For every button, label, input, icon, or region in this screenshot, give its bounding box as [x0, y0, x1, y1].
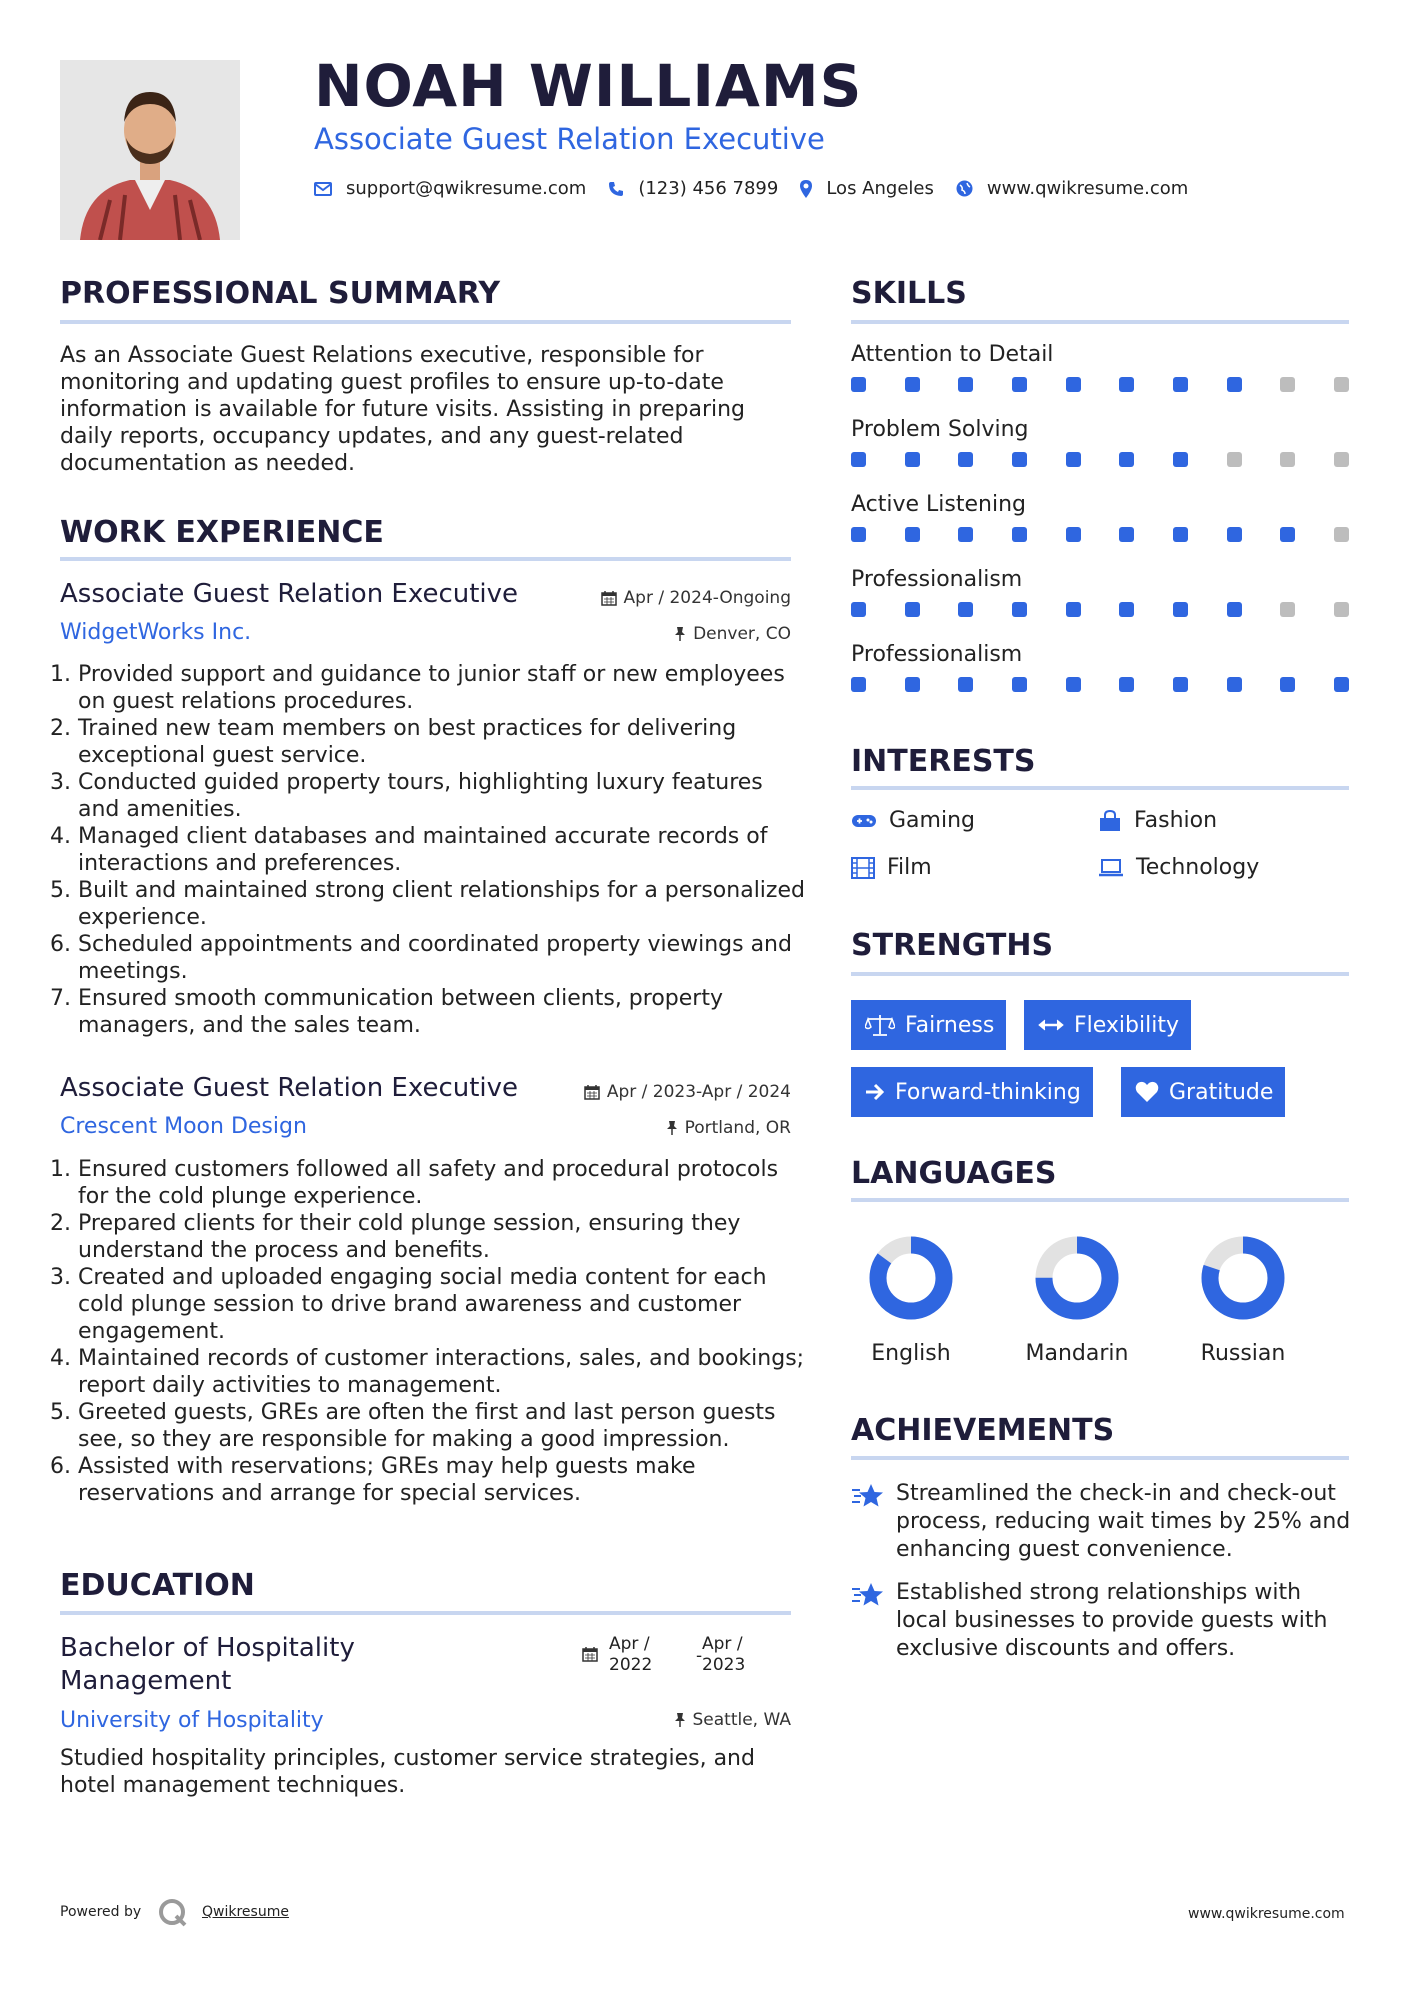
strengths-divider: [851, 972, 1349, 976]
job-bullet: 4. Managed client databases and maintained accurate records of interactions and preferences.: [78, 823, 809, 877]
degree-line-1: Bachelor of Hospitality: [60, 1633, 355, 1663]
skill-name: Attention to Detail: [851, 342, 1054, 367]
job-bullet: 1. Ensured customers followed all safety and procedural protocols for the cold plunge experience.: [78, 1156, 809, 1210]
skill-dot: [1280, 677, 1295, 692]
interests-divider: [851, 786, 1349, 790]
skill-row: [851, 342, 1349, 392]
skill-dot: [1119, 602, 1134, 617]
job-bullet: 5. Built and maintained strong client relationships for a personalized experience.: [78, 877, 809, 931]
skill-dot: [1227, 602, 1242, 617]
heart-icon: [1135, 1081, 1159, 1103]
education-school[interactable]: University of Hospitality: [60, 1708, 324, 1733]
strength-label: Forward-thinking: [895, 1079, 1081, 1105]
skill-dot: [1334, 377, 1349, 392]
skill-dot: [905, 452, 920, 467]
language-name: Mandarin: [1025, 1341, 1129, 1366]
job-bullet: 5. Greeted guests, GREs are often the first and last person guests see, so they are responsible for making a good impression.: [78, 1399, 809, 1453]
contact-email[interactable]: support@qwikresume.com: [346, 178, 587, 199]
job-dates: [520, 588, 791, 608]
skill-dot: [958, 452, 973, 467]
language-name: Russian: [1200, 1341, 1286, 1366]
summary-heading: PROFESSIONAL SUMMARY: [60, 276, 501, 311]
skill-dot: [958, 527, 973, 542]
star-icon: [851, 1482, 885, 1510]
skill-dot: [905, 677, 920, 692]
job-bullet: 3. Conducted guided property tours, highlighting luxury features and amenities.: [78, 769, 809, 823]
strength-forward-thinking: [851, 1067, 1093, 1117]
skill-dot: [1227, 452, 1242, 467]
language-item: [997, 1235, 1157, 1366]
skill-dot: [905, 377, 920, 392]
contact-row: [314, 178, 1210, 199]
phone-icon: [608, 181, 624, 197]
job-dates-text: Apr / 2024-Ongoing: [623, 588, 791, 608]
map-marker-icon: [800, 180, 812, 198]
languages-list: [831, 1235, 1331, 1375]
candidate-title: Associate Guest Relation Executive: [314, 122, 825, 156]
skill-dot: [958, 377, 973, 392]
skills-divider: [851, 320, 1349, 324]
education-location-text: Seattle, WA: [692, 1710, 791, 1730]
skill-dot: [1227, 677, 1242, 692]
languages-divider: [851, 1198, 1349, 1202]
skill-dot: [1280, 527, 1295, 542]
skill-dot: [1173, 527, 1188, 542]
interest-label: Film: [887, 855, 932, 880]
skill-dot: [1334, 602, 1349, 617]
skill-dot: [1012, 527, 1027, 542]
job-bullet-list: [60, 661, 809, 1039]
job-location: [520, 624, 791, 644]
skill-dot: [1173, 677, 1188, 692]
skill-dot: [1119, 377, 1134, 392]
skill-dot: [958, 677, 973, 692]
job-bullet: 6. Scheduled appointments and coordinated property viewings and meetings.: [78, 931, 809, 985]
skill-dot: [1066, 452, 1081, 467]
language-donut: [997, 1235, 1157, 1325]
job-dates-text: Apr / 2023-Apr / 2024: [606, 1082, 791, 1102]
skill-dot: [851, 527, 866, 542]
language-item: [1163, 1235, 1323, 1366]
skill-row: [851, 642, 1349, 692]
job-bullet-list: [60, 1156, 809, 1507]
job-location-text: Denver, CO: [693, 624, 791, 644]
strength-label: Flexibility: [1074, 1012, 1179, 1038]
education-start-date: [609, 1634, 652, 1676]
skill-name: Active Listening: [851, 492, 1027, 517]
footer-powered-by: Powered by: [60, 1904, 142, 1920]
skill-rating: [851, 602, 1349, 617]
job-bullet: 3. Created and uploaded engaging social media content for each cold plunge session to drive brand awareness and customer engagement.: [78, 1264, 809, 1345]
skill-dot: [1173, 377, 1188, 392]
education-date-dash: -: [696, 1646, 703, 1666]
education-heading: EDUCATION: [60, 1568, 255, 1603]
skill-rating: [851, 677, 1349, 692]
interests-heading: INTERESTS: [851, 744, 1036, 779]
job-title: Associate Guest Relation Executive: [60, 579, 519, 609]
job-bullet: 7. Ensured smooth communication between clients, property managers, and the sales team.: [78, 985, 809, 1039]
education-divider: [60, 1611, 791, 1615]
pin-icon: [666, 1120, 678, 1136]
skill-rating: [851, 527, 1349, 542]
skill-dot: [1012, 452, 1027, 467]
film-icon: [851, 857, 875, 879]
skill-dot: [1280, 602, 1295, 617]
skill-dot: [905, 602, 920, 617]
education-start-year: 2022: [609, 1655, 653, 1675]
experience-heading: WORK EXPERIENCE: [60, 515, 384, 550]
balance-scale-icon: [865, 1014, 895, 1036]
skill-row: [851, 492, 1349, 542]
strength-fairness: [851, 1000, 1006, 1050]
language-item: [831, 1235, 991, 1366]
skill-dot: [1334, 452, 1349, 467]
skill-name: Professionalism: [851, 567, 1023, 592]
profile-photo-image: [60, 60, 240, 240]
education-start-month: Apr /: [609, 1634, 650, 1654]
degree-line-2: Management: [60, 1666, 232, 1696]
interest-fashion: [1098, 808, 1217, 833]
achievements-divider: [851, 1456, 1349, 1460]
skill-dot: [958, 602, 973, 617]
job-bullet: 1. Provided support and guidance to junior staff or new employees on guest relations procedures.: [78, 661, 809, 715]
footer-brand-link[interactable]: Qwikresume: [202, 1904, 289, 1920]
achievement-text: Established strong relationships with local businesses to provide guests with exclusive discounts and offers.: [896, 1580, 1328, 1661]
skill-rating: [851, 452, 1349, 467]
strength-label: Fairness: [905, 1012, 995, 1038]
skill-dot: [905, 527, 920, 542]
job-location-text: Portland, OR: [684, 1118, 791, 1138]
education-text: Studied hospitality principles, customer service strategies, and hotel management techniques.: [60, 1746, 755, 1798]
candidate-name: NOAH WILLIAMS: [314, 52, 863, 120]
education-end-year: 2023: [702, 1655, 746, 1675]
language-donut: [831, 1235, 991, 1325]
gamepad-icon: [851, 813, 877, 829]
interest-gaming: [851, 808, 975, 833]
skill-name: Professionalism: [851, 642, 1023, 667]
calendar-icon: [582, 1646, 598, 1666]
contact-location: Los Angeles: [826, 178, 934, 199]
interest-label: Technology: [1136, 855, 1260, 880]
language-donut: [1163, 1235, 1323, 1325]
job-dates: [520, 1082, 791, 1102]
skill-row: [851, 567, 1349, 617]
skill-dot: [1012, 377, 1027, 392]
globe-icon: [956, 180, 973, 197]
contact-phone[interactable]: (123) 456 7899: [638, 178, 779, 199]
job-company[interactable]: Crescent Moon Design: [60, 1114, 307, 1139]
skill-dot: [1173, 602, 1188, 617]
skill-dot: [1227, 377, 1242, 392]
language-name: English: [871, 1341, 951, 1366]
education-end-date: [702, 1634, 745, 1676]
skill-rating: [851, 377, 1349, 392]
achievements-heading: ACHIEVEMENTS: [851, 1413, 1115, 1448]
skill-dot: [851, 377, 866, 392]
interest-label: Gaming: [889, 808, 975, 833]
interest-film: [851, 855, 932, 880]
qwikresume-logo-icon: [158, 1898, 188, 1932]
interest-label: Fashion: [1134, 808, 1218, 833]
strength-gratitude: [1121, 1067, 1285, 1117]
skill-dot: [1012, 602, 1027, 617]
summary-divider: [60, 320, 791, 324]
footer-site[interactable]: www.qwikresume.com: [1188, 1906, 1345, 1922]
laptop-icon: [1098, 858, 1124, 878]
skill-dot: [1066, 377, 1081, 392]
languages-heading: LANGUAGES: [851, 1156, 1057, 1191]
pin-icon: [674, 1712, 686, 1728]
skill-dot: [1280, 377, 1295, 392]
skill-dot: [1066, 527, 1081, 542]
strengths-heading: STRENGTHS: [851, 928, 1054, 963]
contact-website[interactable]: www.qwikresume.com: [986, 178, 1189, 199]
job-bullet: 2. Trained new team members on best practices for delivering exceptional guest service.: [78, 715, 809, 769]
calendar-icon: [601, 590, 617, 606]
strength-flexibility: [1024, 1000, 1191, 1050]
skill-dot: [1066, 602, 1081, 617]
strength-label: Gratitude: [1169, 1079, 1274, 1105]
skill-dot: [1119, 677, 1134, 692]
skill-dot: [1012, 677, 1027, 692]
job-title: Associate Guest Relation Executive: [60, 1073, 519, 1103]
skill-dot: [1334, 527, 1349, 542]
profile-photo: [60, 60, 240, 240]
skill-dot: [851, 602, 866, 617]
skill-dot: [1227, 527, 1242, 542]
pin-icon: [674, 626, 686, 642]
job-bullet: 2. Prepared clients for their cold plunge session, ensuring they understand the process and benefits.: [78, 1210, 809, 1264]
education-location: [520, 1710, 791, 1730]
achievement-text: Streamlined the check-in and check-out process, reducing wait times by 25% and enhancing guest convenience.: [896, 1481, 1351, 1562]
shopping-bag-icon: [1098, 810, 1122, 832]
skill-dot: [1173, 452, 1188, 467]
skill-dot: [1280, 452, 1295, 467]
skill-name: Problem Solving: [851, 417, 1029, 442]
skill-row: [851, 417, 1349, 467]
education-end-month: Apr /: [702, 1634, 743, 1654]
calendar-icon: [584, 1084, 600, 1100]
star-icon: [851, 1581, 885, 1609]
arrow-right-icon: [865, 1083, 885, 1101]
skill-dot: [1334, 677, 1349, 692]
job-bullet: 6. Assisted with reservations; GREs may help guests make reservations and arrange for special services.: [78, 1453, 809, 1507]
interest-technology: [1098, 855, 1259, 880]
arrows-horizontal-icon: [1038, 1018, 1064, 1032]
experience-divider: [60, 557, 791, 561]
skill-dot: [1119, 452, 1134, 467]
skill-dot: [851, 677, 866, 692]
job-company[interactable]: WidgetWorks Inc.: [60, 620, 252, 645]
skill-dot: [851, 452, 866, 467]
skill-dot: [1066, 677, 1081, 692]
skill-dot: [1119, 527, 1134, 542]
job-location: [520, 1118, 791, 1138]
job-bullet: 4. Maintained records of customer interactions, sales, and bookings; report daily activities to management.: [78, 1345, 809, 1399]
summary-text: As an Associate Guest Relations executive, responsible for monitoring and updating guest profiles to ensure up-to-date information is available for future visits. Assisting in preparing daily reports, occupancy updates, and any guest-related documentation as needed.: [60, 343, 746, 476]
envelope-icon: [314, 182, 332, 196]
skills-heading: SKILLS: [851, 276, 967, 311]
